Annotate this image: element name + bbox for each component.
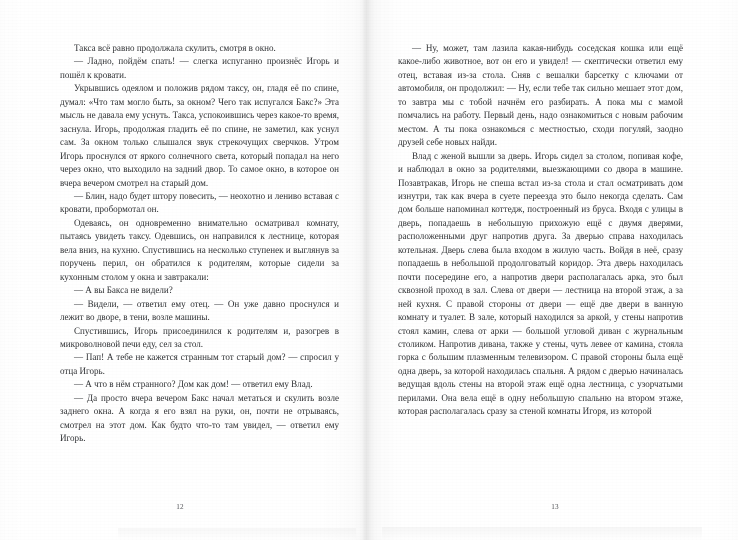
paragraph: Одеваясь, он одновременно внимательно осматривал комнату, пытаясь увидеть таксу. Одевшись, он направился к лестнице, которая вела вниз, на кухню. Спустившись на несколько ступенек и выглянув за поручень перил, он обратился к родителям, которые сидели за кухонным столом у окна и завтракали:	[60, 217, 339, 282]
paragraph: — Ладно, пойдём спать! — слегка испуганно произнёс Игорь и пошёл к кровати.	[60, 56, 339, 80]
paragraph: Такса всё равно продолжала скулить, смотря в окно.	[74, 43, 276, 53]
left-page	[0, 0, 366, 540]
page-number-right: 13	[551, 503, 559, 511]
paragraph: — Да просто вчера вечером Бакс начал метаться и скулить возле заднего окна. А когда я его взял на руки, он, почти не отрываясь, смотрел на этот дом. Как будто что-то там увидел, — ответил ему Игорь.	[60, 392, 339, 444]
paragraph: — Пап! А тебе не кажется странным тот старый дом? — спросил у отца Игорь.	[60, 352, 339, 376]
left-page-text-block	[60, 42, 339, 446]
paragraph: — Блин, надо будет штору повесить, — неохотно и лениво вставая с кровати, пробормотал он.	[60, 190, 339, 215]
paragraph: — Видели, — ответил ему отец. — Он уже давно проснулся и лежит во дворе, в тени, возле машины.	[60, 298, 339, 323]
page-number-left: 12	[176, 503, 184, 511]
paragraph: — А вы Бакса не видели?	[74, 285, 173, 296]
paragraph: — А что в нём странного? Дом как дом! — ответил ему Влад.	[74, 379, 313, 390]
paragraph: Влад с женой вышли за дверь. Игорь сидел за столом, попивая кофе, и наблюдал в окно за родителями, выезжающими со двора в машине. Позавтракав, Игорь не спеша встал из-за стола и стал осматривать дом изнутри, так как вчера в суете переезда это было некогда сделать. Сам дом больше напоминал коттедж, построенный из бруса. Входя с улицы в дверь, попадаешь в небольшую прихожую ещё с двумя дверями, расположенными друг напротив друга. За дверью справа находилась котельная. Дверь слева была входом в жилую часть. Войдя в неё, сразу попадаешь в небольшой продолговатый коридор. Эта дверь находилась почти посередине его, а напротив двери располагалась арка, это был сквозной проход в зал. Слева от двери — лестница на второй этаж, а за ней кухня. С правой стороны от двери — ещё две двери в ванную комнату и туалет. В зале, который находился за аркой, у стены напротив стоял камин, слева от арки — большой угловой диван с журнальным столиком. Напротив дивана, также у стены, чуть левее от камина, стояла горка с большим плазменным телевизором. С правой стороны была ещё одна дверь, за которой находилась спальня. А рядом с дверью начиналась ведущая вдоль стены на второй этаж ещё одна лестница, с узорчатыми перилами. Она вела ещё в одну небольшую спальню на втором этаже, которая располагалась сразу за стеной комнаты Игоря, из которой	[398, 150, 683, 417]
paragraph: Спустившись, Игорь присоединился к родителям и, разогрев в микроволновой печи еду, сел за стол.	[60, 325, 339, 349]
right-page	[366, 0, 738, 540]
paragraph: Укрывшись одеялом и положив рядом таксу, он, гладя её по спине, думал: «Что там могло быть, за окном? Чего так испугался Бакс?» Эта мысль не давала ему уснуть. Такса, успокоившись через какое-то время, заснула. Игорь, продолжая гладить её по спине, не заметил, как уснул сам. За окном только слышался звук стрекочущих сверчков. Утром Игорь проснулся от яркого солнечного света, который попадал на него через окно, что выходило на задний двор. То самое окно, в которое он вчера вечером смотрел на старый дом.	[60, 83, 339, 188]
paragraph: — Ну, может, там лазила какая-нибудь соседская кошка или ещё какое-либо животное, вот он его и увидел! — скептически ответил ему отец, вставая из-за стола. Сняв с вешалки барсетку с ключами от автомобиля, он продолжил: — Ну, если тебе так сильно мешает этот дом, то завтра мы с тобой начнём его разбирать. А пока мы с мамой помчались на работу. Первый день, надо ознакомиться с новым рабочим местом. А ты пока ознакомься с местностью, сходи погуляй, заодно друзей себе новых найди.	[398, 43, 683, 148]
right-page-text-block	[398, 42, 683, 419]
